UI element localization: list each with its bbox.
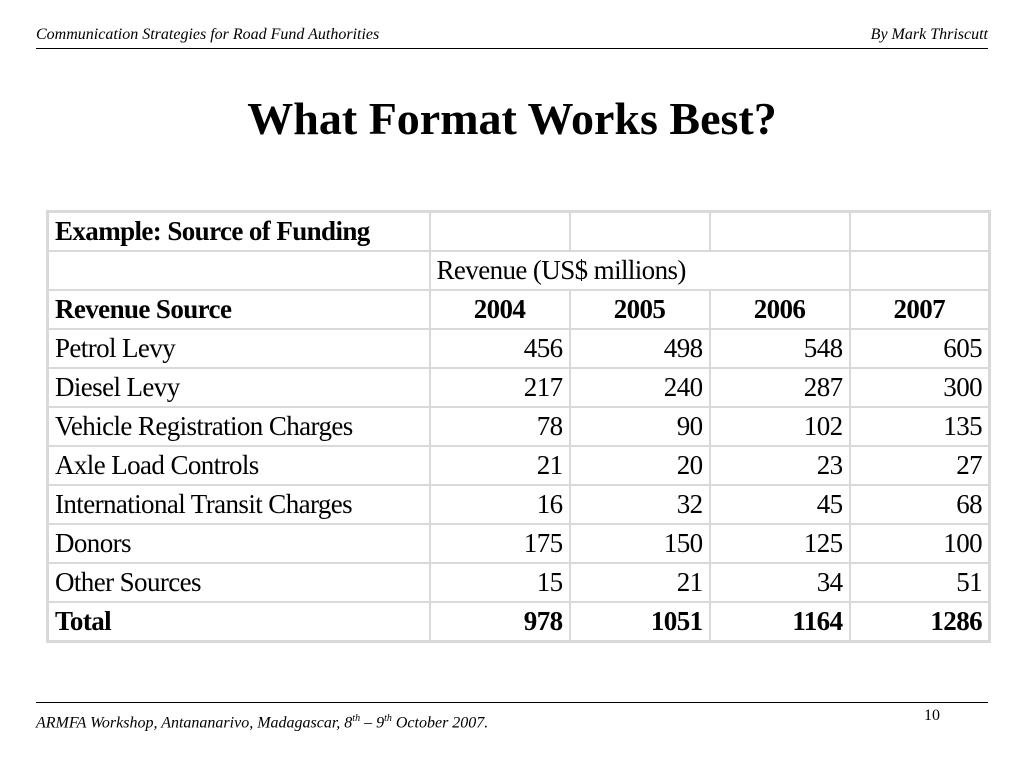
table-cell: 68	[850, 485, 990, 524]
total-cell: 1051	[570, 602, 710, 642]
page-number: 10	[924, 707, 940, 724]
table-row	[48, 446, 990, 485]
column-header-year: 2005	[570, 290, 710, 329]
table-header-row	[48, 290, 990, 329]
footer-text-part: October 2007.	[391, 714, 489, 732]
row-label: Donors	[48, 524, 430, 563]
column-header-year: 2004	[430, 290, 570, 329]
table-cell: 125	[710, 524, 850, 563]
funding-table-container	[46, 210, 990, 643]
table-cell: 135	[850, 407, 990, 446]
table-cell: 300	[850, 368, 990, 407]
footer-text-part: – 9	[360, 714, 385, 732]
table-cell: 287	[710, 368, 850, 407]
table-cell: 45	[710, 485, 850, 524]
empty-cell	[710, 212, 850, 252]
header-left-text: Communication Strategies for Road Fund Authorities	[36, 26, 380, 43]
table-total-row	[48, 602, 990, 642]
footer-superscript: th	[384, 713, 392, 724]
column-header-year: 2006	[710, 290, 850, 329]
row-label: Axle Load Controls	[48, 446, 430, 485]
table-row	[48, 524, 990, 563]
table-cell: 150	[570, 524, 710, 563]
row-label: International Transit Charges	[48, 485, 430, 524]
table-cell: 548	[710, 329, 850, 368]
table-cell: 32	[570, 485, 710, 524]
unit-label: Revenue (US$ millions)	[430, 251, 850, 290]
total-cell: 1286	[850, 602, 990, 642]
table-cell: 27	[850, 446, 990, 485]
footer-event-text	[36, 713, 488, 732]
table-row	[48, 407, 990, 446]
table-row	[48, 563, 990, 602]
table-caption: Example: Source of Funding	[48, 212, 430, 252]
table-cell: 16	[430, 485, 570, 524]
empty-cell	[850, 212, 990, 252]
table-cell: 21	[430, 446, 570, 485]
table-caption-row	[48, 212, 990, 252]
table-row	[48, 368, 990, 407]
total-cell: 978	[430, 602, 570, 642]
table-cell: 21	[570, 563, 710, 602]
footer-text-part: ARMFA Workshop, Antananarivo, Madagascar, 8	[36, 714, 353, 732]
table-cell: 90	[570, 407, 710, 446]
row-label: Other Sources	[48, 563, 430, 602]
table-cell: 175	[430, 524, 570, 563]
row-label: Diesel Levy	[48, 368, 430, 407]
header-author: By Mark Thriscutt	[870, 26, 988, 43]
table-unit-row	[48, 251, 990, 290]
total-label: Total	[48, 602, 430, 642]
row-label: Vehicle Registration Charges	[48, 407, 430, 446]
table-cell: 498	[570, 329, 710, 368]
column-header-source: Revenue Source	[48, 290, 430, 329]
empty-cell	[850, 251, 990, 290]
slide-title: What Format Works Best?	[247, 93, 777, 144]
table-cell: 78	[430, 407, 570, 446]
empty-cell	[430, 212, 570, 252]
slide-header	[36, 24, 988, 49]
footer-superscript: th	[352, 713, 361, 724]
table-cell: 23	[710, 446, 850, 485]
funding-table	[46, 210, 991, 643]
table-cell: 100	[850, 524, 990, 563]
table-cell: 15	[430, 563, 570, 602]
table-cell: 456	[430, 329, 570, 368]
table-cell: 605	[850, 329, 990, 368]
empty-cell	[48, 251, 430, 290]
table-cell: 102	[710, 407, 850, 446]
table-cell: 217	[430, 368, 570, 407]
table-row	[48, 329, 990, 368]
empty-cell	[570, 212, 710, 252]
table-cell: 240	[570, 368, 710, 407]
table-cell: 34	[710, 563, 850, 602]
table-cell: 51	[850, 563, 990, 602]
table-cell: 20	[570, 446, 710, 485]
table-row	[48, 485, 990, 524]
column-header-year: 2007	[850, 290, 990, 329]
total-cell: 1164	[710, 602, 850, 642]
slide-footer	[36, 702, 988, 743]
row-label: Petrol Levy	[48, 329, 430, 368]
